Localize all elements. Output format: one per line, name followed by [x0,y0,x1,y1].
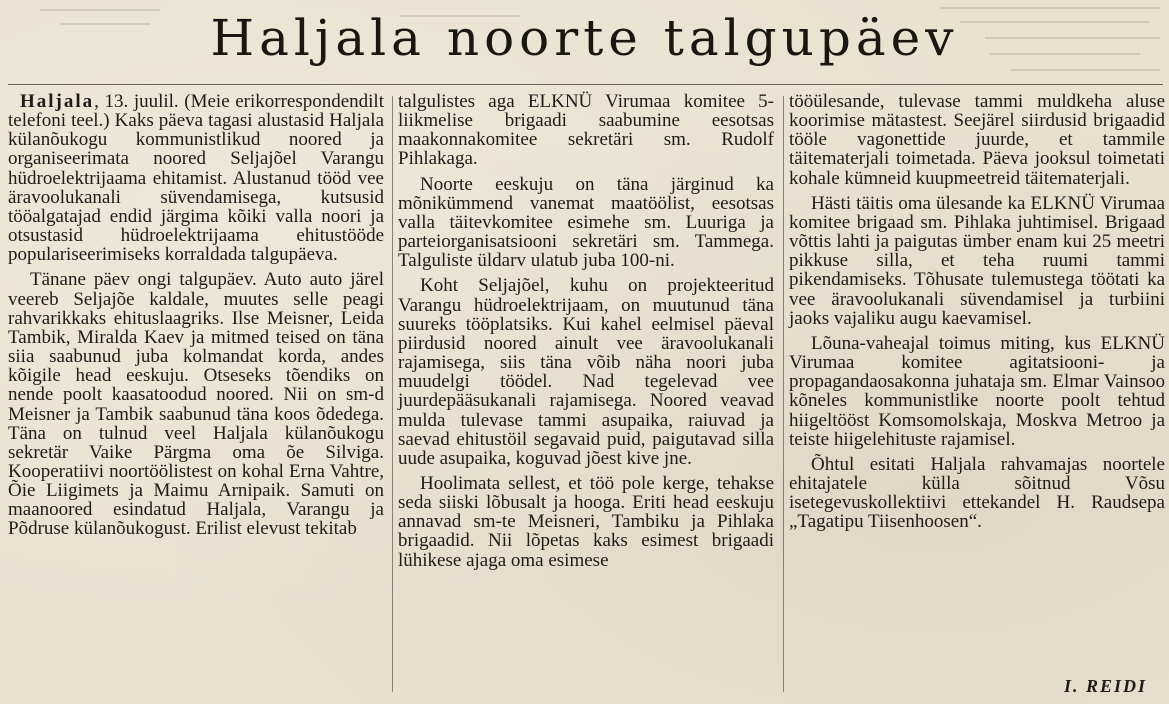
article-column-2 [398,92,774,570]
author-signature: I. REIDI [1063,676,1147,696]
article-column-3 [789,92,1165,531]
article-paragraph: Lõuna-vaheajal toimus miting, kus ELKNÜ Virumaa komitee agitatsiooni- ja propagandaosakonna juhataja sm. Elmar Vainsoo kõneles kommunistlike noorte poolt tehtud hiigeltööst Komsomolskaja, Moskva Metroo ja teiste hiigelehituste rajamisel. [789,332,1165,450]
article-paragraph: Õhtul esitati Haljala rahvamajas noortele ehitajatele külla sõitnud Võsu isetegevuskollektiivi ettekandel H. Raudsepa „Tagatipu Tiisenhoosen“. [789,453,1165,533]
article-paragraph: Haljala, 13. juulil. (Meie erikorrespondendilt telefoni teel.) Kaks päeva tagasi alustasid Haljala külanõukogu kommunistlikud noored ja organiseerimata noored Seljajõel Varangu hüdroelektrijaama ehitamist. Alustanud tööd vee äravoolukanali süvendamisega, kutsusid tööalgatajad endid järgima kõiki valla noori ja otsustasid hüdroelektrijaama ehitustööde populariseerimiseks korraldada talgupäeva. [8,91,384,266]
column-divider [783,96,784,692]
article-paragraph: Hästi täitis oma ülesande ka ELKNÜ Virumaa komitee brigaad sm. Pihlaka juhtimisel. Brigaad võttis lahti ja paigutas ümber enam kui 25 meetri pikkuse silla, et teha ruumi tammi pikendamiseks. Tõhusate tulemustega töötati ka vee äravoolukanali süvendamisel ja turbiini jaoks vajaliku augu kaevamisel. [789,192,1165,329]
column-divider [392,96,393,692]
article-paragraph: tööülesande, tulevase tammi muldkeha aluse koorimise mätastest. Seejärel siirdusid brigaadid tööle vagonettide juurde, et tammile täitematerjali toimetada. Päeva jooksul toimetati kohale kümneid kuupmeetreid täitematerjali. [789,91,1165,189]
article-paragraph: Hoolimata sellest, et töö pole kerge, tehakse seda siiski lõbusalt ja hooga. Eriti head eeskuju annavad sm-te Meisneri, Tambiku ja Pihlaka brigaadid. Nii lõpetas kaks esimest brigaadi lühikese ajaga oma esimese [398,472,774,571]
dateline: Haljala [20,91,95,112]
article-paragraph: Noorte eeskuju on täna järginud ka mõnikümmend vanemat maatöölist, eesotsas valla täitevkomitee esimehe sm. Luuriga ja parteiorganisatsiooni sekretäri sm. Tammega. Talguliste üldarv ulatub juba 100-ni. [398,173,774,272]
article-paragraph: Tänane päev ongi talgupäev. Auto auto järel veereb Seljajõe kaldale, muutes selle peagi rahvarikkaks ehituslaagriks. Ilse Meisner, Leida Tambik, Miralda Kaev ja mitmed teised on täna siia saabunud juba kolmandat korda, andes kõigile head eeskuju. Otseseks tõendiks on nende poolt kaasatoodud noored. Nii on sm-d Meisner ja Tambik saabunud täna koos õdedega. Täna on tulnud veel Haljala külanõukogu sekretär Vaike Pärgma oma õe Silviga. Kooperatiivi noortöölistest on kohal Erna Vahtre, Õie Liigimets ja Maimu Arnipaik. Samuti on maanoored esindatud Haljala, Varangu ja Põdruse külanõukogust. Erilist elevust tekitab [8,269,384,540]
article-column-1 [8,92,384,539]
article-paragraph: Koht Seljajõel, kuhu on projekteeritud Varangu hüdroelektrijaam, on muutunud täna suureks tööplatsiks. Kui kahel eelmisel päeval piirdusid noored ainult vee äravoolukanali rajamisega, siis täna võib näha noori juba muudelgi töödel. Nad tegelevad vee juurdepääsukanali rajamisega. Noored veavad mulda tulevase tammi asupaika, raiuvad ja saevad ehitustöil segavaid puid, paigutavad silla uude asupaika, koguvad jõest kive jne. [398,275,774,469]
headline-rule [8,84,1163,85]
article-paragraph: talgulistes aga ELKNÜ Virumaa komitee 5-liikmelise brigaadi saabumine eesotsas maakonnakomitee sekretäri sm. Rudolf Pihlakaga. [398,91,774,170]
headline: Haljala noorte talgupäev [210,9,959,67]
